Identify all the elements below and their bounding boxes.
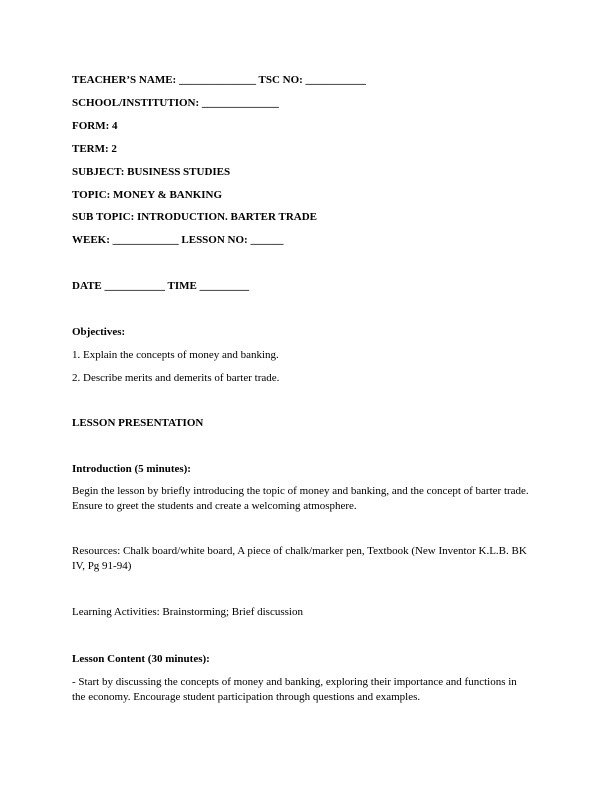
subject-line: SUBJECT: BUSINESS STUDIES	[72, 166, 231, 178]
objectives-heading: Objectives:	[72, 326, 126, 338]
lesson-content-text: - Start by discussing the concepts of money and banking, exploring their importance and functions in the economy. Encourage student participation through questions and examples.	[72, 676, 517, 703]
week-lesson-line: WEEK: ____________ LESSON NO: ______	[72, 234, 284, 246]
introduction-text: Begin the lesson by briefly introducing the topic of money and banking, and the concept of barter trade. Ensure to greet the students and create a welcoming atmosphere.	[72, 485, 529, 512]
teacher-name-line: TEACHER’S NAME: ______________ TSC NO: ___________	[72, 74, 367, 86]
form-line: FORM: 4	[72, 120, 118, 132]
date-time-line: DATE ___________ TIME _________	[72, 280, 250, 292]
school-line: SCHOOL/INSTITUTION: ______________	[72, 97, 279, 109]
introduction-heading: Introduction (5 minutes):	[72, 463, 191, 475]
objective-item: 1. Explain the concepts of money and banking.	[72, 349, 279, 361]
topic-line: TOPIC: MONEY & BANKING	[72, 189, 223, 201]
lesson-content-heading: Lesson Content (30 minutes):	[72, 653, 210, 665]
objective-item: 2. Describe merits and demerits of barter trade.	[72, 372, 280, 384]
sub-topic-line: SUB TOPIC: INTRODUCTION. BARTER TRADE	[72, 211, 318, 223]
lesson-presentation-heading: LESSON PRESENTATION	[72, 417, 204, 429]
learning-activities-text: Learning Activities: Brainstorming; Brief discussion	[72, 606, 303, 618]
term-line: TERM: 2	[72, 143, 117, 155]
resources-text: Resources: Chalk board/white board, A piece of chalk/marker pen, Textbook (New Inventor K.L.B. BK IV, Pg 91-94)	[72, 545, 527, 572]
